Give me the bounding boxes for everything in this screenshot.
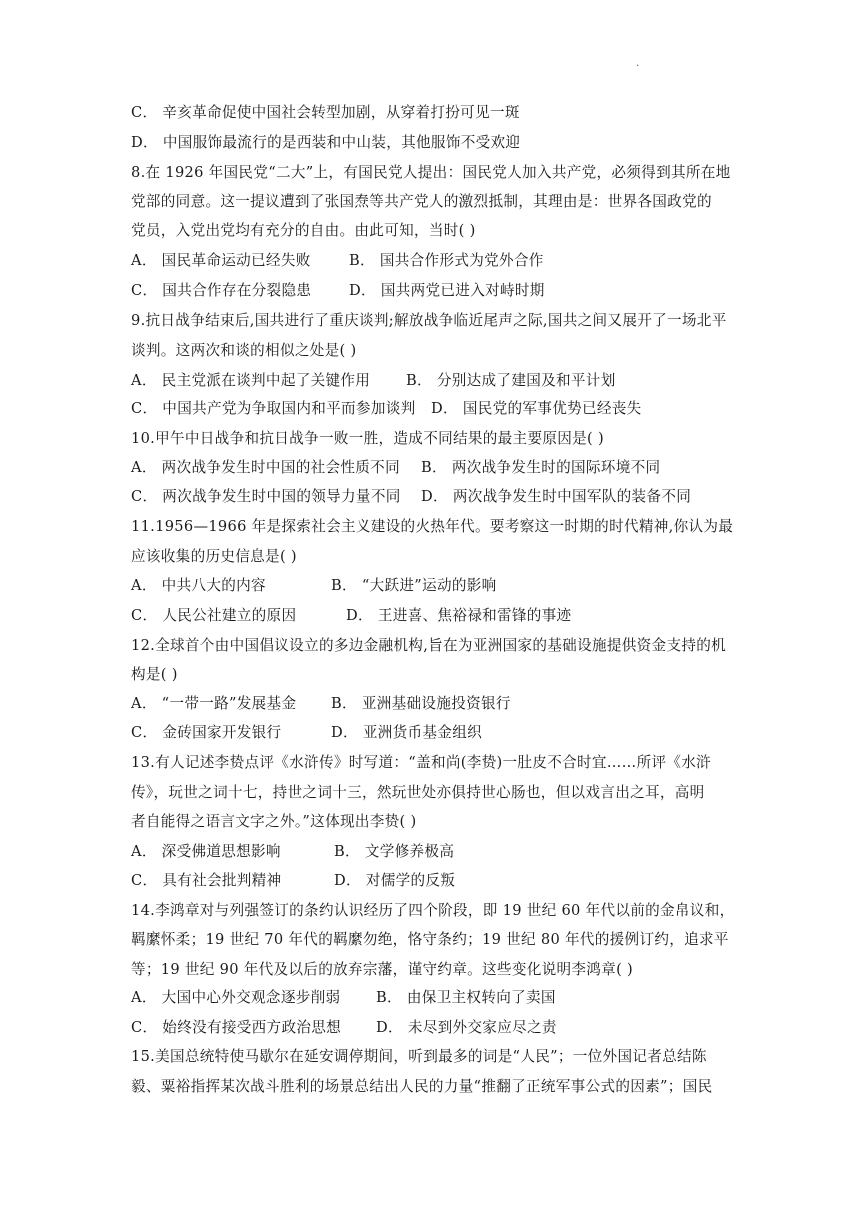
option-b: D． 王进喜、焦裕禄和雷锋的事迹: [346, 607, 572, 624]
option-a: C． 具有社会批判精神: [131, 872, 282, 889]
option-b: B． 由保卫主权转向了卖国: [376, 989, 556, 1006]
option-a: A． 中共八大的内容: [131, 577, 266, 594]
text-line: 10.甲午中日战争和抗日战争一败一胜，造成不同结果的最主要原因是( ): [131, 430, 604, 447]
text-line: 谈判。这两次和谈的相似之处是( ): [131, 342, 357, 359]
option-a: C． 金砖国家开发银行: [131, 724, 282, 741]
text-line: 党部的同意。这一提议遭到了张国焘等共产党人的激烈抵制，其理由是：世界各国政党的: [131, 193, 712, 210]
option-a: C． 人民公社建立的原因: [131, 607, 297, 624]
text-line: 8.在 1926 年国民党“二大”上，有国民党人提出：国民党人加入共产党，必须得到其所在地: [131, 164, 731, 181]
text-line: C． 辛亥革命促使中国社会转型加剧，从穿着打扮可见一斑: [131, 104, 520, 121]
option-b: B． 国共合作形式为党外合作: [349, 252, 544, 269]
option-b: B． 文学修养极高: [334, 843, 455, 860]
options-line: [131, 606, 731, 626]
text-line: D． 中国服饰最流行的是西装和中山装，其他服饰不受欢迎: [131, 134, 521, 151]
text-line: 9.抗日战争结束后,国共进行了重庆谈判;解放战争临近尾声之际,国共之间又展开了一场北平: [131, 312, 727, 329]
option-a: A． 两次战争发生时中国的社会性质不同: [131, 459, 400, 476]
text-line: 传》，玩世之词十七，持世之词十三，然玩世处亦俱持世心肠也，但以戏言出之耳，高明: [131, 784, 705, 801]
option-b: D． 国共两党已进入对峙时期: [349, 282, 545, 299]
text-line: 15.美国总统特使马歇尔在延安调停期间，听到最多的词是“人民”；一位外国记者总结陈: [131, 1048, 707, 1065]
text-line: 11.1956—1966 年是探索社会主义建设的火热年代。要考察这一时期的时代精神,你认为最: [131, 518, 734, 535]
option-b: D． 未尽到外交家应尽之责: [376, 1019, 557, 1036]
text-line: 12.全球首个由中国倡议设立的多边金融机构,旨在为亚洲国家的基础设施提供资金支持的机: [131, 637, 727, 654]
options-line: [131, 842, 731, 862]
header-mark: .: [636, 58, 640, 69]
options-line: [131, 1018, 731, 1038]
text-line: 等；19 世纪 90 年代及以后的放弃宗藩，谨守约章。这些变化说明李鸿章( ): [131, 961, 634, 978]
text-line: 13.有人记述李贽点评《水浒传》时写道：“盖和尚(李贽)一肚皮不合时宜……所评《水浒: [131, 754, 712, 771]
options-line: [131, 487, 731, 507]
options-line: [131, 694, 731, 714]
options-line: [131, 281, 731, 301]
text-line: 14.李鸿章对与列强签订的条约认识经历了四个阶段，即 19 世纪 60 年代以前的金帛议和，: [131, 902, 735, 919]
option-a: A． 民主党派在谈判中起了关键作用: [131, 372, 371, 389]
options-line: [131, 576, 731, 596]
text-line: 构是( ): [131, 666, 178, 683]
text-line: 羁縻怀柔；19 世纪 70 年代的羁縻勿绝，恪守条约；19 世纪 80 年代的援例订约，追求平: [131, 931, 729, 948]
option-b: B． 两次战争发生时的国际环境不同: [421, 459, 661, 476]
options-line: [131, 871, 731, 891]
text-line: 毅、粟裕指挥某次战斗胜利的场景总结出人民的力量“推翻了正统军事公式的因素”；国民: [131, 1078, 713, 1095]
option-a: C． 始终没有接受西方政治思想: [131, 1019, 342, 1036]
option-b: D． 两次战争发生时中国军队的装备不同: [421, 488, 692, 505]
option-b: D． 对儒学的反叛: [334, 872, 456, 889]
option-a: A． “一带一路”发展基金: [131, 695, 297, 712]
text-line: 者自能得之语言文字之外。”这体现出李贽( ): [131, 813, 417, 830]
option-a: A． 大国中心外交观念逐步削弱: [131, 989, 341, 1006]
options-line: [131, 723, 731, 743]
option-b: B． “大跃进”运动的影响: [331, 577, 497, 594]
options-line: [131, 988, 731, 1008]
option-a: C． 中国共产党为争取国内和平而参加谈判: [131, 400, 416, 417]
option-b: D． 国民党的军事优势已经丧失: [431, 400, 642, 417]
options-line: [131, 371, 731, 391]
options-line: [131, 399, 731, 419]
text-line: 党员，入党出党均有充分的自由。由此可知，当时( ): [131, 222, 476, 239]
options-line: [131, 458, 731, 478]
text-line: 应该收集的历史信息是( ): [131, 548, 297, 565]
option-a: C． 国共合作存在分裂隐患: [131, 282, 312, 299]
options-line: [131, 251, 731, 271]
option-a: A． 国民革命运动已经失败: [131, 252, 311, 269]
option-b: B． 亚洲基础设施投资银行: [331, 695, 511, 712]
option-b: B． 分别达成了建国及和平计划: [406, 372, 616, 389]
option-a: A． 深受佛道思想影响: [131, 843, 281, 860]
option-a: C． 两次战争发生时中国的领导力量不同: [131, 488, 401, 505]
option-b: D． 亚洲货币基金组织: [331, 724, 482, 741]
